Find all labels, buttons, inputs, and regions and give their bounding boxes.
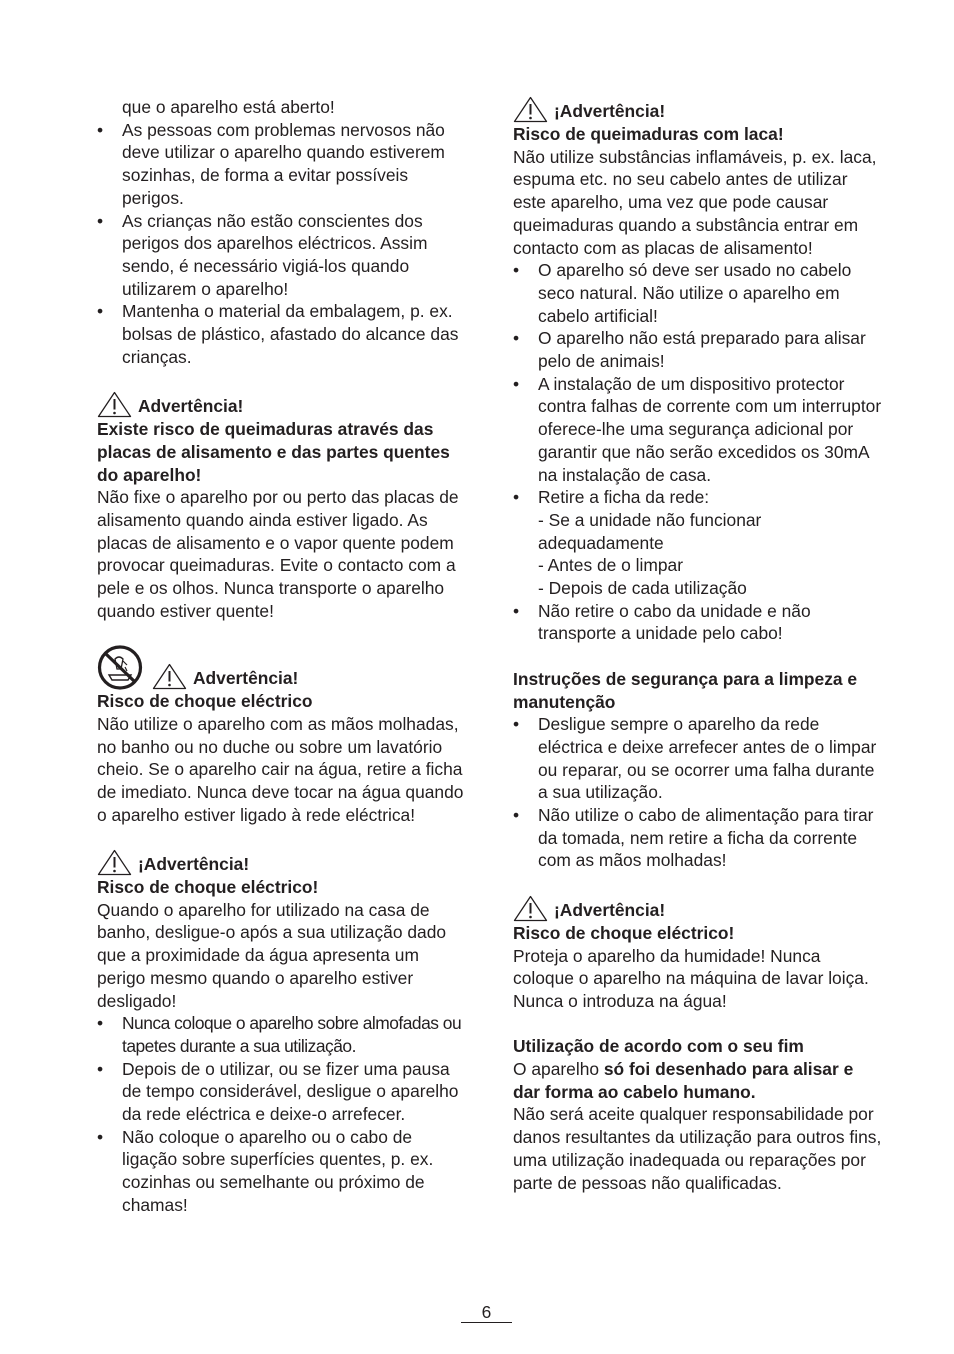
warning-subheading: Risco de choque eléctrico! [513,922,735,943]
warning-body: Quando o aparelho for utilizado na casa de banho, desligue-o após a sua utilização dado que a proximidade da água apresenta um perigo mesmo quando o aparelho estiver desligado! [97,899,447,1011]
unplug-item: - Se a unidade não funcionar adequadamente [538,509,762,553]
section-heading: Utilização de acordo com o seu fim [513,1036,804,1057]
list-item [513,486,885,600]
intended-use [513,1035,885,1194]
warning-subheading: Risco de queimaduras com laca! [513,124,784,144]
warning-body: Não utilize o aparelho com as mãos molhadas, no banho ou no duche ou sobre um lavatório cheio. Se o aparelho cair na água, retire a ficha de imediato. Nunca deve tocar na água quando o aparelho estiver ligado à rede eléctrica! [97,713,464,825]
list-item: • Não coloque o aparelho ou o cabo de ligação sobre superfícies quentes, p. ex. cozinhas ou semelhante ou próximo de chamas! [97,1126,469,1217]
list-item: • O aparelho não está preparado para alisar pelo de animais! [513,327,885,372]
intro-continuation: que o aparelho está aberto! [122,97,335,117]
warning-triangle-icon [97,849,132,876]
list-item: • A instalação de um dispositivo protector contra falhas de corrente com um interruptor oferece-lhe uma segurança adicional por garantir que não serão excedidos os 30mA na instalação de casa. [513,373,885,487]
cleaning-bullet-list [513,713,885,872]
right-column [513,96,885,1194]
list-item: • As crianças não estão conscientes dos perigos dos aparelhos eléctricos. Assim sendo, é necessário vigiá-los quando utilizarem o aparelho! [97,210,469,301]
intro-bullet-list [97,119,469,369]
cleaning-instructions [513,668,885,872]
warning-subheading: Risco de choque eléctrico [97,691,313,712]
warning-triangle-icon [513,895,548,922]
intended-use-body: Não será aceite qualquer responsabilidade por danos resultantes da utilização para outros fins, uma utilização inadequada ou reparações por parte de pessoas não qualificadas. [513,1104,882,1193]
warning-body: Não fixe o aparelho por ou perto das placas de alisamento quando ainda estiver ligado. As placas de alisamento e o vapor quente podem provocar queimaduras. Evite o contacto com a pele e os olhos. Nunca transporte o aparelho quando estiver quente! [97,487,459,621]
unplug-item: - Antes de o limpar [538,555,683,576]
warning-subheading: Existe risco de queimaduras através das placas de alisamento e das partes quentes do aparelho! [97,419,450,485]
warning-body: Não utilize substâncias inflamáveis, p. ex. laca, espuma etc. no seu cabelo antes de utilizar este aparelho, uma vez que pode causar queimaduras quando a substância entrar em contacto com as placas de alisamento! [513,146,877,258]
page-number: 6 [481,1302,492,1322]
unplug-item: - Depois de cada utilização [538,578,747,599]
warning-triangle-icon [152,663,187,690]
section-heading: Instruções de segurança para a limpeza e manutenção [513,668,858,712]
warning-heading: Advertência! [138,396,244,417]
bathroom-bullet-list [97,1012,469,1216]
list-item: • Nunca coloque o aparelho sobre almofadas ou tapetes durante a sua utilização. [97,1012,469,1057]
lead-bold-text: só foi desenhado para alisar e dar forma ao cabelo humano. [513,1059,854,1102]
warning-burns-plates [97,391,469,622]
warning-body: Proteja o aparelho da humidade! Nunca coloque o aparelho na máquina de lavar loiça. Nunca o introduza na água! [513,945,869,1011]
warning-heading: ¡Advertência! [554,900,666,921]
warning-subheading: Risco de choque eléctrico! [97,877,319,898]
warning-triangle-icon [513,96,548,123]
warning-electric-shock-bathroom [97,849,469,1217]
warning-heading: ¡Advertência! [138,854,250,875]
intended-use-lead [513,1058,885,1103]
list-item: • Desligue sempre o aparelho da rede eléctrica e deixe arrefecer antes de o limpar ou reparar, ou se ocorrer uma falha durante a sua utilização. [513,713,885,804]
warning-triangle-icon [97,391,132,418]
list-item: • Mantenha o material da embalagem, p. ex. bolsas de plástico, afastado do alcance das crianças. [97,300,469,368]
warning-hairspray-burns [513,96,885,645]
list-item: • O aparelho só deve ser usado no cabelo seco natural. Não utilize o aparelho em cabelo artificial! [513,259,885,327]
warning-humidity [513,895,885,1013]
warning-heading: Advertência! [193,668,299,689]
page-number-rule [461,1322,512,1323]
unplug-lead: • Retire a ficha da rede: [538,487,710,508]
warning-electric-shock-water [97,645,469,826]
list-item: • Não utilize o cabo de alimentação para tirar da tomada, nem retire a ficha da corrente com as mãos molhadas! [513,804,885,872]
hair-bullet-list [513,259,885,645]
lead-text: O aparelho [513,1059,604,1080]
list-item: • As pessoas com problemas nervosos não deve utilizar o aparelho quando estiverem sozinhas, de forma a evitar possíveis perigos. [97,119,469,210]
warning-heading: ¡Advertência! [554,101,666,122]
list-item: • Não retire o cabo da unidade e não transporte a unidade pelo cabo! [513,600,885,645]
list-item: • Depois de o utilizar, ou se fizer uma pausa de tempo considerável, desligue o aparelho da rede eléctrica e deixe-o arrefecer. [97,1058,469,1126]
no-water-use-icon [97,645,144,690]
left-column [97,96,469,1217]
